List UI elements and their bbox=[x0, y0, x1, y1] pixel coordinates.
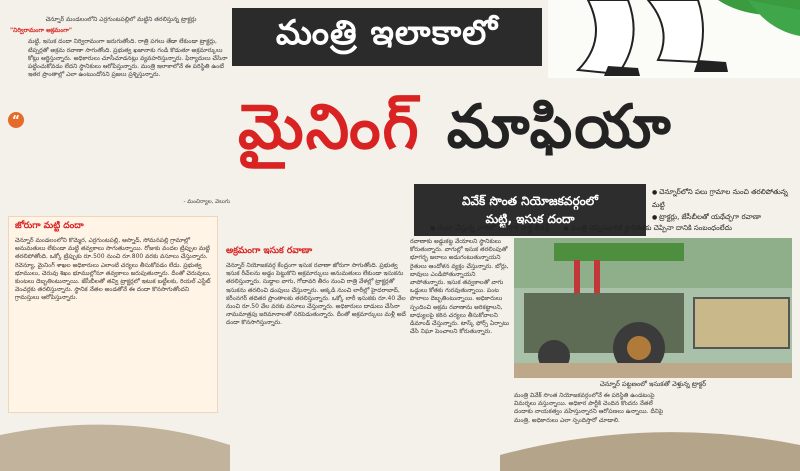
photo-caption: చెన్నూర్ పట్టణంలో ఇసుకతో వెళ్తున్న ట్రాక్టర్ bbox=[599, 380, 707, 388]
mid2-story-text: రవాణాకు అడ్డుకట్ట వేయాలని స్థానికులు కోరుతున్నారు. వాగుల్లో ఇసుక తరలింపుతో భూగర్భ జలాలు అడుగంటుతున్నాయని రైతులు ఆందోళన వ్యక్తం చేస్తున్నారు. బోర్లు, బావులు ఎండిపోతున్నాయని వాపోతున్నారు. ఇసుక తవ్వకాలతో వాగు ఒడ్డులు కోతకు గురవుతున్నాయి. పంట పొలాలు దెబ్బతింటున్నాయి. అధికారులు స్పందించి అక్రమ రవాణాను అరికట్టాలని, బాధ్యులపై కఠిన చర్యలు తీసుకోవాలని డిమాండ్ చేస్తున్నారు. టాస్క్ ఫోర్స్ ఏర్పాటు చేసి నిఘా పెంచాలని కోరుతున్నారు. bbox=[410, 238, 510, 336]
bullet-list bbox=[652, 186, 798, 224]
bullet-item: ● మంత్రి చెప్పినవారికే స్థానికతకు చెప్పినా దానికి సంబంధంలేదు bbox=[563, 222, 732, 235]
intro-body: మట్టి, ఇసుక దందా నిర్విరామంగా జరుగుతోంది. రాత్రి పగలు తేడా లేకుండా ట్రాక్టర్లు, టిప్పర్లతో అక్రమ రవాణా సాగుతోంది. ప్రభుత్వ ఖజానాకు గండి కొడుతూ అక్రమార్కులు కోట్లు ఆర్జిస్తున్నారు. అధికారులు చూసీచూడనట్లు వ్యవహరిస్తున్నారు. ఫిర్యాదులు చేసినా పట్టించుకోవడం లేదని స్థానికులు ఆరోపిస్తున్నారు. మంత్రి ఇలాకాలోనే ఈ పరిస్థితి ఉంటే ఇతర ప్రాంతాల్లో ఎలా ఉంటుందోనని ప్రజలు ప్రశ్నిస్తున్నారు. bbox=[28, 38, 228, 79]
bullet-item: ● ట్రాక్టర్లు, జేసీబీలతో యథేచ్ఛగా రవాణా bbox=[652, 211, 798, 224]
mid2-story-column bbox=[410, 238, 512, 339]
intro-quote-label: "నిర్విరామంగా అక్రమంగా" bbox=[10, 27, 73, 35]
mid-story-column bbox=[226, 246, 406, 331]
mid-story-heading: అక్రమంగా ఇసుక రవాణా bbox=[226, 246, 313, 256]
sidebar-story-box bbox=[8, 216, 218, 413]
bullet-item: ● దందా చేస్తున్న వారిలో అధికార పార్టీ లీడర్లే.. bbox=[430, 222, 553, 235]
intro-column bbox=[10, 16, 232, 202]
intro-attribution: - మంచిర్యాల, వెలుగు bbox=[183, 199, 230, 205]
subheading-line1: వివేక్ సొంత నియోజకవర్గంలో bbox=[461, 194, 598, 208]
headline-main bbox=[238, 80, 778, 188]
sidebar-story-body bbox=[15, 237, 211, 306]
headline-top: మంత్రి ఇలాకాలో bbox=[232, 8, 542, 66]
tractor-photo bbox=[514, 238, 792, 378]
mid-story-text: చెన్నూర్ నియోజకవర్గ కేంద్రంగా ఇసుక రవాణా జోరుగా సాగుతోంది. ప్రభుత్వ ఇసుక రీచ్‌లను అడ్డం పెట్టుకొని అక్రమార్కులు అనుమతులు లేకుండా ఇసుకను తరలిస్తున్నారు. సుద్దాల వాగు, గోదావరి తీరం నుంచి రాత్రి వేళల్లో ట్రాక్టర్లతో ఇసుకను తరలించి డంపులు చేస్తున్నారు. అక్కడి నుంచి లారీల్లో హైదరాబాద్, కరీంనగర్ తదితర ప్రాంతాలకు తరలిస్తున్నారు. ఒక్కో లారీ ఇసుకకు రూ.40 వేల నుంచి రూ.50 వేల వరకు వసూలు చేస్తున్నారు. అధికారులు దాడులు చేసినా నామమాత్రపు జరిమానాలతో సరిపెడుతున్నారు. దీంతో అక్రమార్కులు మళ్లీ అదే దందా కొనసాగిస్తున్నారు. bbox=[226, 262, 406, 327]
sand-pile-photo bbox=[0, 405, 800, 471]
tractor-image-icon bbox=[514, 238, 792, 378]
intro-opening: చెన్నూర్ మండలంలోని ఎర్రగుంటపల్లిలో మట్టిని తరలిస్తున్న ట్రాక్టర్లు bbox=[45, 16, 197, 23]
cartoon-figure-icon bbox=[548, 0, 800, 78]
quote-icon: “ bbox=[8, 112, 24, 128]
sidebar-story-heading: జోరుగా మట్టి దందా bbox=[15, 221, 84, 231]
headline-main-red: మైనింగ్ bbox=[238, 90, 421, 163]
bullet-group-right bbox=[430, 222, 800, 235]
headline-main-dark: మాఫియా bbox=[446, 92, 673, 162]
sand-pile-icon bbox=[0, 405, 800, 471]
subheading-line2: మట్టి, ఇసుక దందా bbox=[485, 212, 575, 226]
cartoon-illustration bbox=[548, 0, 800, 78]
mid-story-body bbox=[226, 262, 406, 328]
bullet-item: ● చెన్నూర్‌లోని పలు గ్రామాల నుంచి తరలిపోతున్న మట్టి bbox=[652, 186, 798, 211]
sidebar-story-text: చెన్నూర్ మండలంలోని కొమ్మెర, ఎర్రగుంటపల్లి, ఆస్నాద్, సోమనపల్లి గ్రామాల్లో అనుమతులు లేకుండా మట్టి తవ్వకాలు సాగుతున్నాయి. రోజుకు వందల ట్రిప్పుల మట్టి తరలిపోతోంది. ఒక్కో ట్రిప్పుకు రూ.500 నుంచి రూ.800 వరకు వసూలు చేస్తున్నారు. రెవెన్యూ, మైనింగ్ శాఖల అధికారులు ఎలాంటి చర్యలు తీసుకోవడం లేదు. ప్రభుత్వ భూములు, చెరువు శిఖం భూముల్లోనూ తవ్వకాలు జరుపుతున్నారు. దీంతో చెరువులు, కుంటలు దెబ్బతింటున్నాయి. జేసీబీలతో తవ్వి ట్రాక్టర్లలో ఇటుక బట్టీలకు, రియల్ ఎస్టేట్ వెంచర్లకు తరలిస్తున్నారు. స్థానిక నేతల అండతోనే ఈ దందా కొనసాగుతోందని గ్రామస్తులు ఆరోపిస్తున్నారు. bbox=[15, 237, 211, 302]
right-story-text: మంత్రి వివేక్ సొంత నియోజకవర్గంలోనే ఈ పరిస్థితి ఉండటంపై విమర్శలు వస్తున్నాయి. అధికార పార్టీకి చెందిన కొందరు నేతలే దందాకు నాయకత్వం వహిస్తున్నారని ఆరోపణలు ఉన్నాయి. దీనిపై మంత్రి, అధికారులు ఎలా స్పందిస్తారో చూడాలి. bbox=[514, 392, 664, 424]
